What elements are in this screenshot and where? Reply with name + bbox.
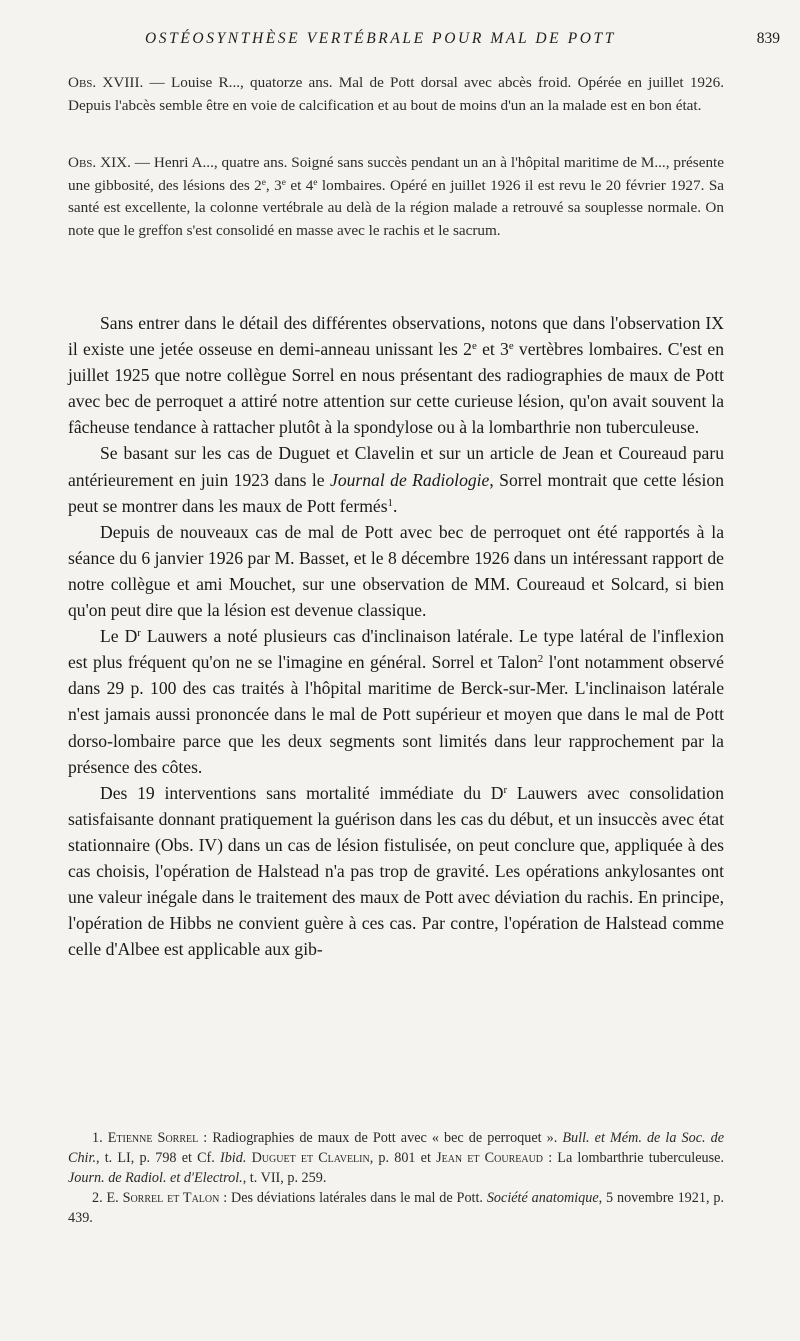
body-paragraph-3: Depuis de nouveaux cas de mal de Pott avec bec de perroquet ont été rapportés à la séance du 6 janvier 1926 par M. Basset, et le 8 décembre 1926 dans un intéressant rapport de notre collègue et ami Mouchet, sur une observation de MM. Coureaud et Solcard, si bien qu'on peut dire que la lésion est devenue classique. — [68, 521, 724, 621]
journal-title: Journal de Radiologie — [330, 469, 490, 490]
body-paragraph-2: Se basant sur les cas de Duguet et Clavelin et sur un article de Jean et Coureaud paru antérieurement en juin 1923 dans le Journal de Radiologie, Sorrel montrait que cette lésion peut se montrer dans les maux de Pott fermés$^1$. — [68, 443, 724, 516]
footnote-ref-1[interactable]: 1 — [387, 496, 393, 509]
body-paragraph-1: Sans entrer dans le détail des différentes observations, notons que dans l'observation IX il existe une jetée osseuse en demi-anneau unissant les 2e et 3e vertèbres lombaires. C'est en juillet 1925 que notre collègue Sorrel en nous présentant des radiographies de maux de Pott avec bec de perroquet a attiré notre attention sur cette curieuse lésion, qu'on avait souvent la fâcheuse tendance à rattacher plutôt à la spondylose ou à la lombarthrie non tuberculeuse. — [68, 313, 725, 438]
page-number: 839 — [756, 30, 780, 47]
footnote-ref-2[interactable]: 2 — [537, 653, 544, 666]
page-header — [0, 30, 800, 52]
footnotes — [68, 1128, 724, 1228]
running-title: OSTÉOSYNTHÈSE VERTÉBRALE POUR MAL DE POTT — [145, 30, 617, 47]
observation-19 — [68, 152, 724, 242]
observation-label: Obs. XIX. — [68, 154, 131, 171]
body-paragraph-5: Des 19 interventions sans mortalité immédiate du $D^r$ Lauwers avec consolidation satisfaisante donnant pratiquement la guérison dans les cas du début, et un insuccès avec état stationnaire (Obs. IV) dans un cas de lésion fistulisée, on peut conclure que, appliquée à des cas choisis, l'opération de Halstead n'a pas trop de gravité. Les opérations ankylosantes ont une valeur inégale dans le traitement des maux de Pott avec déviation du rachis. En principe, l'opération de Hibbs ne convient guère à ces cas. Par contre, l'opération de Halstead comme celle d'Albee est applicable aux gib- — [68, 782, 724, 960]
observation-paragraph: Obs. XIX. — Henri A..., quatre ans. Soigné sans succès pendant un an à l'hôpital maritime de M..., présente une gibbosité, des lésions des 2e, 3e et 4e lombaires. Opéré en juillet 1926 il est revu le 20 février 1927. Sa santé est excellente, la colonne vertébrale au delà de la région malade a retrouvé sa souplesse normale. On note que le greffon s'est consolidé en masse avec le rachis et le sacrum. — [68, 154, 725, 239]
footnote-1: 1. Etienne Sorrel : Radiographies de maux de Pott avec « bec de perroquet ». Bull. et Mém. de la Soc. de Chir., t. LI, p. 798 et Cf. Ibid. Duguet et Clavelin, p. 801 et Jean et Coureaud : La lombarthrie tuberculeuse. Journ. de Radiol. et d'Electrol., t. VII, p. 259. — [68, 1130, 725, 1186]
observation-label: Obs. XVIII. — [68, 74, 144, 91]
body-paragraph-4: Le $D^r$ Lauwers a noté plusieurs cas d'inclinaison latérale. Le type latéral de l'inflexion est plus fréquent qu'on ne se l'imagine en général. Sorrel et Talon$^2$ l'ont notamment observé dans 29 p. 100 des cas traités à l'hôpital maritime de Berck-sur-Mer. L'inclinaison latérale n'est jamais aussi prononcée dans le mal de Pott supérieur et moyen que dans le mal de Pott dorso-lombaire parce que les deux segments sont limités dans leur rapprochement par la présence des côtes. — [68, 626, 724, 777]
observation-18 — [68, 72, 724, 117]
footnote-2: 2. E. Sorrel et Talon : Des déviations latérales dans le mal de Pott. Société anatomique, 5 novembre 1921, p. 439. — [68, 1190, 724, 1226]
observation-paragraph: Obs. XVIII. — Louise R..., quatorze ans. Mal de Pott dorsal avec abcès froid. Opérée en juillet 1926. Depuis l'abcès semble être en voie de calcification et au bout de moins d'un an la malade est en bon état. — [68, 74, 725, 114]
body-text — [68, 310, 724, 962]
